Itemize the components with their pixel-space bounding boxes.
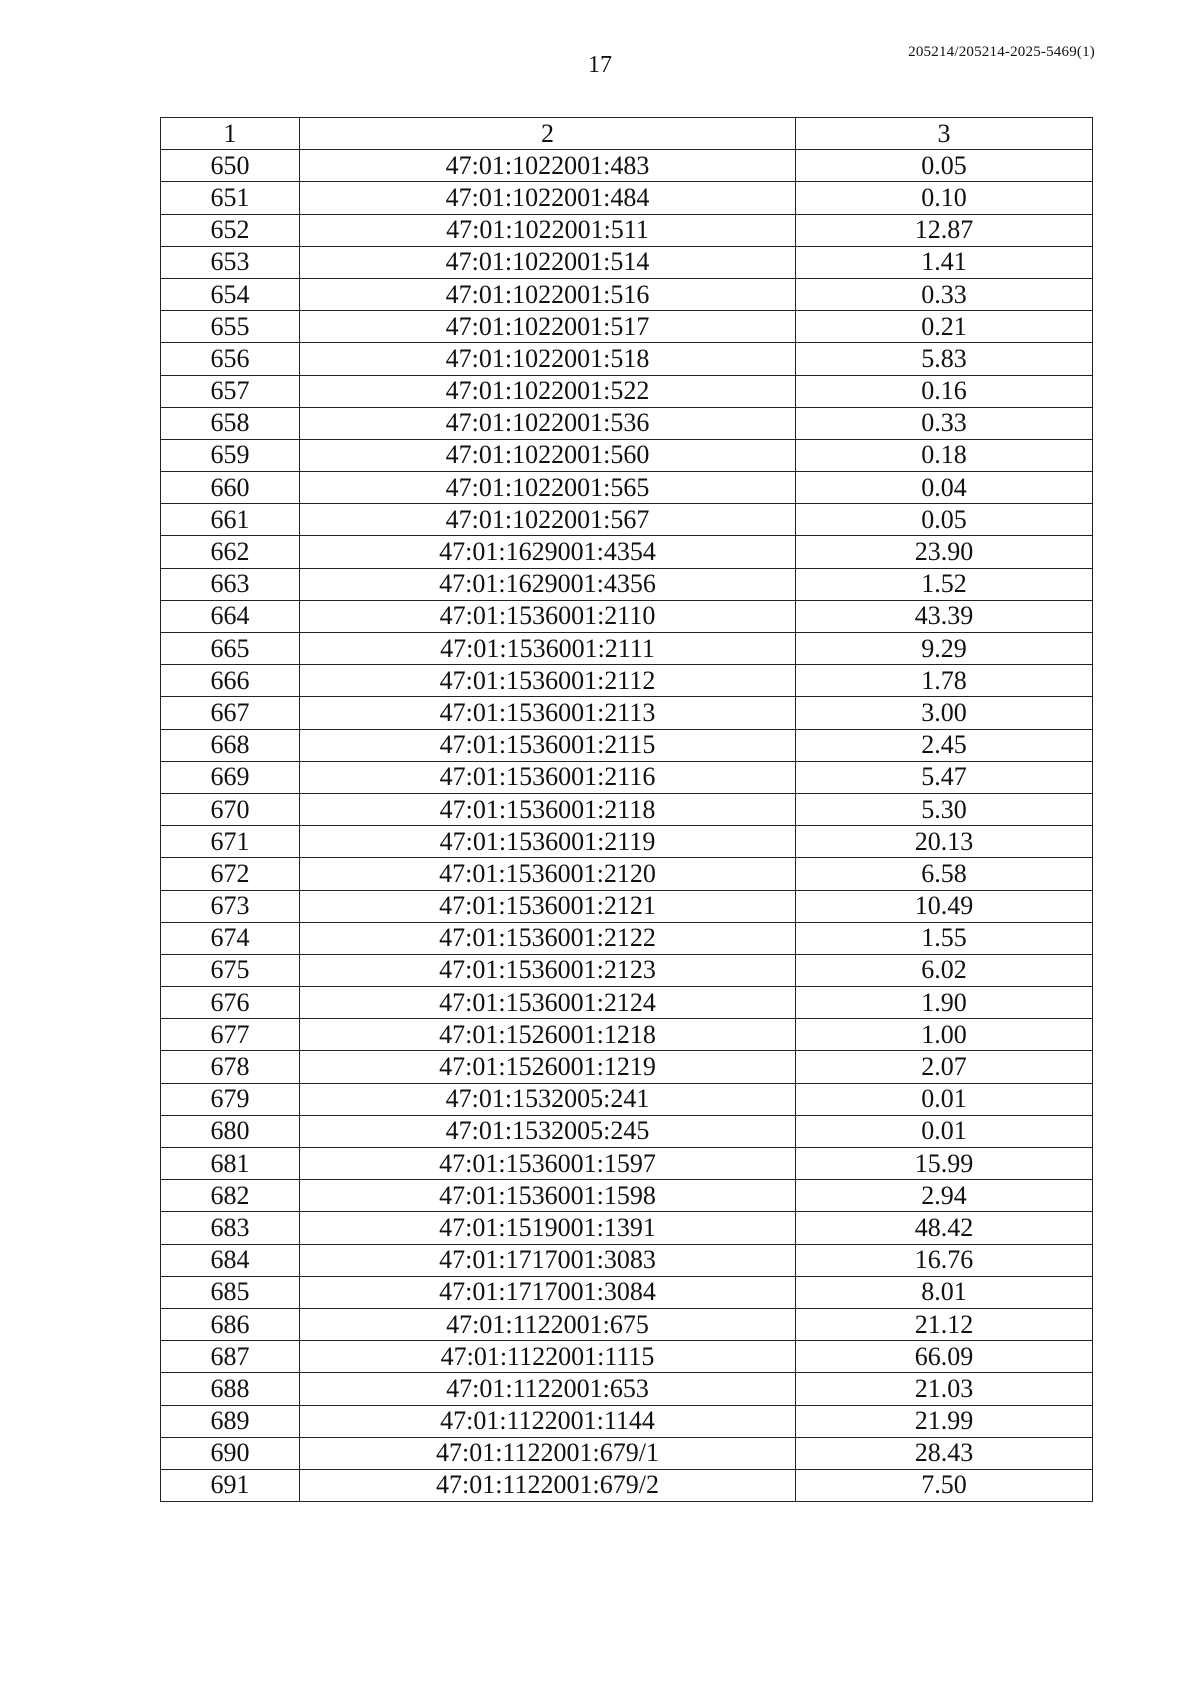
area-cell: 43.39: [796, 600, 1093, 632]
cadastral-number-cell: 47:01:1022001:517: [300, 311, 796, 343]
area-cell: 0.16: [796, 375, 1093, 407]
cadastral-number-cell: 47:01:1629001:4354: [300, 536, 796, 568]
cadastral-number-cell: 47:01:1022001:483: [300, 150, 796, 182]
table-row: [161, 1341, 1093, 1373]
cadastral-number-cell: 47:01:1536001:2121: [300, 890, 796, 922]
row-number-cell: 688: [161, 1373, 300, 1405]
area-cell: 15.99: [796, 1148, 1093, 1180]
area-cell: 12.87: [796, 214, 1093, 246]
row-number-cell: 676: [161, 987, 300, 1019]
cadastral-number-cell: 47:01:1536001:2112: [300, 665, 796, 697]
cadastral-number-cell: 47:01:1536001:1597: [300, 1148, 796, 1180]
area-cell: 2.45: [796, 729, 1093, 761]
cadastral-number-cell: 47:01:1536001:1598: [300, 1180, 796, 1212]
area-cell: 10.49: [796, 890, 1093, 922]
table-row: [161, 1276, 1093, 1308]
table-row: [161, 1212, 1093, 1244]
table-row: [161, 1083, 1093, 1115]
area-cell: 6.02: [796, 954, 1093, 986]
table-row: [161, 407, 1093, 439]
page-number: 17: [588, 52, 612, 78]
area-cell: 0.04: [796, 472, 1093, 504]
row-number-cell: 654: [161, 278, 300, 310]
cadastral-number-cell: 47:01:1022001:536: [300, 407, 796, 439]
cadastral-number-cell: 47:01:1022001:511: [300, 214, 796, 246]
column-header-area: 3: [796, 118, 1093, 150]
table-row: [161, 1148, 1093, 1180]
cadastral-number-cell: 47:01:1022001:560: [300, 439, 796, 471]
row-number-cell: 671: [161, 826, 300, 858]
cadastral-number-cell: 47:01:1022001:522: [300, 375, 796, 407]
area-cell: 0.10: [796, 182, 1093, 214]
area-cell: 48.42: [796, 1212, 1093, 1244]
area-cell: 66.09: [796, 1341, 1093, 1373]
area-cell: 1.52: [796, 568, 1093, 600]
cadastral-number-cell: 47:01:1122001:653: [300, 1373, 796, 1405]
row-number-cell: 662: [161, 536, 300, 568]
row-number-cell: 658: [161, 407, 300, 439]
cadastral-number-cell: 47:01:1536001:2116: [300, 761, 796, 793]
row-number-cell: 681: [161, 1148, 300, 1180]
row-number-cell: 684: [161, 1244, 300, 1276]
table-row: [161, 1437, 1093, 1469]
table-row: [161, 1019, 1093, 1051]
table-row: [161, 922, 1093, 954]
row-number-cell: 686: [161, 1308, 300, 1340]
cadastral-number-cell: 47:01:1536001:2115: [300, 729, 796, 761]
area-cell: 8.01: [796, 1276, 1093, 1308]
row-number-cell: 672: [161, 858, 300, 890]
cadastral-number-cell: 47:01:1629001:4356: [300, 568, 796, 600]
row-number-cell: 670: [161, 793, 300, 825]
cadastral-number-cell: 47:01:1122001:1144: [300, 1405, 796, 1437]
table-row: [161, 1405, 1093, 1437]
table-row: [161, 150, 1093, 182]
area-cell: 5.30: [796, 793, 1093, 825]
row-number-cell: 666: [161, 665, 300, 697]
row-number-cell: 691: [161, 1469, 300, 1501]
table-row: [161, 1115, 1093, 1147]
row-number-cell: 682: [161, 1180, 300, 1212]
area-cell: 1.00: [796, 1019, 1093, 1051]
table-row: [161, 665, 1093, 697]
area-cell: 0.05: [796, 150, 1093, 182]
table-row: [161, 761, 1093, 793]
row-number-cell: 650: [161, 150, 300, 182]
cadastral-number-cell: 47:01:1022001:565: [300, 472, 796, 504]
area-cell: 20.13: [796, 826, 1093, 858]
row-number-cell: 677: [161, 1019, 300, 1051]
cadastral-number-cell: 47:01:1536001:2110: [300, 600, 796, 632]
row-number-cell: 685: [161, 1276, 300, 1308]
area-cell: 16.76: [796, 1244, 1093, 1276]
cadastral-number-cell: 47:01:1519001:1391: [300, 1212, 796, 1244]
table-row: [161, 633, 1093, 665]
cadastral-number-cell: 47:01:1122001:675: [300, 1308, 796, 1340]
area-cell: 5.83: [796, 343, 1093, 375]
cadastral-number-cell: 47:01:1526001:1218: [300, 1019, 796, 1051]
table-row: [161, 343, 1093, 375]
cadastral-number-cell: 47:01:1022001:518: [300, 343, 796, 375]
table-row: [161, 1469, 1093, 1501]
area-cell: 0.21: [796, 311, 1093, 343]
table-row: [161, 793, 1093, 825]
cadastral-number-cell: 47:01:1536001:2113: [300, 697, 796, 729]
table-row: [161, 214, 1093, 246]
table-row: [161, 568, 1093, 600]
row-number-cell: 683: [161, 1212, 300, 1244]
cadastral-number-cell: 47:01:1532005:241: [300, 1083, 796, 1115]
area-cell: 21.03: [796, 1373, 1093, 1405]
area-cell: 1.41: [796, 246, 1093, 278]
area-cell: 0.18: [796, 439, 1093, 471]
document-id: 205214/205214-2025-5469(1): [908, 44, 1095, 60]
table-row: [161, 600, 1093, 632]
row-number-cell: 653: [161, 246, 300, 278]
row-number-cell: 669: [161, 761, 300, 793]
cadastral-number-cell: 47:01:1717001:3083: [300, 1244, 796, 1276]
cadastral-number-cell: 47:01:1022001:514: [300, 246, 796, 278]
area-cell: 23.90: [796, 536, 1093, 568]
table-row: [161, 729, 1093, 761]
cadastral-number-cell: 47:01:1022001:516: [300, 278, 796, 310]
cadastral-number-cell: 47:01:1532005:245: [300, 1115, 796, 1147]
cadastral-number-cell: 47:01:1022001:567: [300, 504, 796, 536]
area-cell: 9.29: [796, 633, 1093, 665]
column-header-cadastral-number: 2: [300, 118, 796, 150]
cadastral-number-cell: 47:01:1122001:1115: [300, 1341, 796, 1373]
table-row: [161, 1373, 1093, 1405]
row-number-cell: 660: [161, 472, 300, 504]
row-number-cell: 689: [161, 1405, 300, 1437]
row-number-cell: 657: [161, 375, 300, 407]
area-cell: 28.43: [796, 1437, 1093, 1469]
table-row: [161, 246, 1093, 278]
table-row: [161, 439, 1093, 471]
area-cell: 3.00: [796, 697, 1093, 729]
cadastral-number-cell: 47:01:1526001:1219: [300, 1051, 796, 1083]
cadastral-number-cell: 47:01:1536001:2124: [300, 987, 796, 1019]
row-number-cell: 667: [161, 697, 300, 729]
row-number-cell: 687: [161, 1341, 300, 1373]
row-number-cell: 678: [161, 1051, 300, 1083]
table-row: [161, 1180, 1093, 1212]
column-header-number: 1: [161, 118, 300, 150]
row-number-cell: 652: [161, 214, 300, 246]
cadastral-number-cell: 47:01:1536001:2120: [300, 858, 796, 890]
cadastral-number-cell: 47:01:1122001:679/2: [300, 1469, 796, 1501]
area-cell: 6.58: [796, 858, 1093, 890]
row-number-cell: 675: [161, 954, 300, 986]
table-row: [161, 987, 1093, 1019]
cadastral-number-cell: 47:01:1536001:2119: [300, 826, 796, 858]
area-cell: 1.90: [796, 987, 1093, 1019]
row-number-cell: 679: [161, 1083, 300, 1115]
parcel-table: [160, 117, 1093, 1502]
table-row: [161, 536, 1093, 568]
table-row: [161, 954, 1093, 986]
cadastral-number-cell: 47:01:1536001:2118: [300, 793, 796, 825]
area-cell: 2.94: [796, 1180, 1093, 1212]
row-number-cell: 673: [161, 890, 300, 922]
cadastral-number-cell: 47:01:1536001:2123: [300, 954, 796, 986]
row-number-cell: 651: [161, 182, 300, 214]
area-cell: 1.55: [796, 922, 1093, 954]
cadastral-number-cell: 47:01:1122001:679/1: [300, 1437, 796, 1469]
table-row: [161, 182, 1093, 214]
cadastral-number-cell: 47:01:1022001:484: [300, 182, 796, 214]
table-row: [161, 890, 1093, 922]
table-row: [161, 826, 1093, 858]
row-number-cell: 674: [161, 922, 300, 954]
row-number-cell: 663: [161, 568, 300, 600]
area-cell: 21.12: [796, 1308, 1093, 1340]
table-header-row: [161, 118, 1093, 150]
table-row: [161, 504, 1093, 536]
row-number-cell: 656: [161, 343, 300, 375]
row-number-cell: 668: [161, 729, 300, 761]
table-row: [161, 472, 1093, 504]
area-cell: 0.05: [796, 504, 1093, 536]
area-cell: 0.33: [796, 407, 1093, 439]
cadastral-number-cell: 47:01:1536001:2122: [300, 922, 796, 954]
table-row: [161, 375, 1093, 407]
row-number-cell: 690: [161, 1437, 300, 1469]
row-number-cell: 665: [161, 633, 300, 665]
row-number-cell: 655: [161, 311, 300, 343]
row-number-cell: 659: [161, 439, 300, 471]
row-number-cell: 661: [161, 504, 300, 536]
area-cell: 2.07: [796, 1051, 1093, 1083]
table-row: [161, 697, 1093, 729]
row-number-cell: 664: [161, 600, 300, 632]
table-row: [161, 1244, 1093, 1276]
area-cell: 0.01: [796, 1083, 1093, 1115]
table-body: [161, 150, 1093, 1502]
table-row: [161, 1308, 1093, 1340]
table-row: [161, 1051, 1093, 1083]
area-cell: 0.33: [796, 278, 1093, 310]
area-cell: 7.50: [796, 1469, 1093, 1501]
table-row: [161, 278, 1093, 310]
table-row: [161, 858, 1093, 890]
row-number-cell: 680: [161, 1115, 300, 1147]
area-cell: 21.99: [796, 1405, 1093, 1437]
area-cell: 1.78: [796, 665, 1093, 697]
cadastral-number-cell: 47:01:1717001:3084: [300, 1276, 796, 1308]
table-row: [161, 311, 1093, 343]
area-cell: 5.47: [796, 761, 1093, 793]
cadastral-number-cell: 47:01:1536001:2111: [300, 633, 796, 665]
area-cell: 0.01: [796, 1115, 1093, 1147]
